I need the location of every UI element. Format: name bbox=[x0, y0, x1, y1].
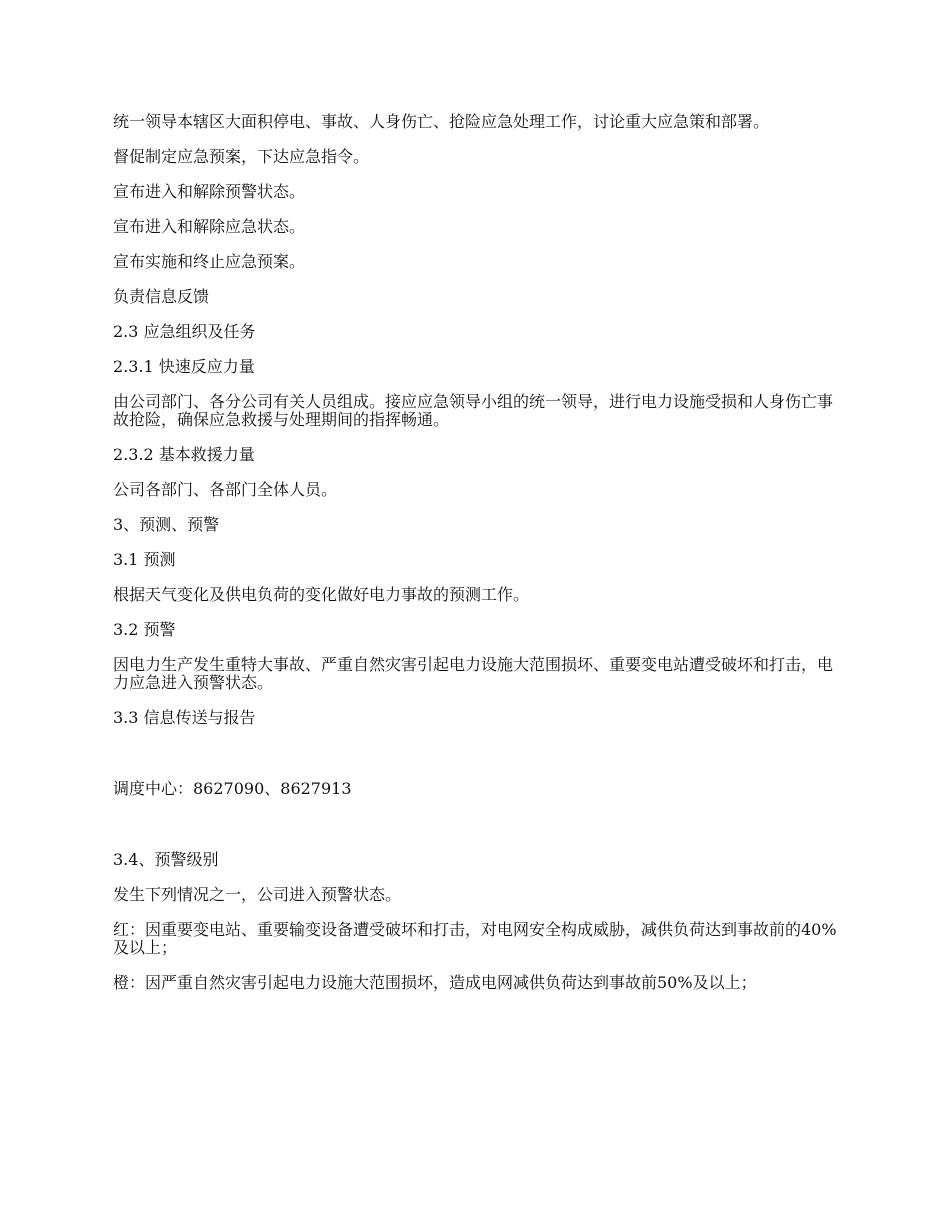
heading-2-3-2: 2.3.2 基本救援力量 bbox=[113, 445, 255, 464]
heading-3-4: 3.4、预警级别 bbox=[113, 850, 219, 869]
paragraph-emergency-plan: 督促制定应急预案，下达应急指令。 bbox=[113, 147, 370, 166]
paragraph-red-level: 红：因重要变电站、重要输变设备遭受破坏和打击，对电网安全构成威胁，减供负荷达到事故前的40%及以上； bbox=[113, 920, 837, 957]
heading-3-1: 3.1 预测 bbox=[113, 550, 176, 569]
document-body bbox=[113, 113, 839, 1009]
heading-3-3: 3.3 信息传送与报告 bbox=[113, 708, 256, 727]
paragraph-plan-execution: 宣布实施和终止应急预案。 bbox=[113, 252, 306, 271]
heading-2-3: 2.3 应急组织及任务 bbox=[113, 322, 256, 341]
paragraph-dispatch-center: 调度中心：8627090、8627913 bbox=[113, 779, 352, 798]
paragraph-emergency-state: 宣布进入和解除应急状态。 bbox=[113, 217, 306, 236]
paragraph-orange-level: 橙：因严重自然灾害引起电力设施大范围损坏，造成电网减供负荷达到事故前50%及以上； bbox=[113, 973, 757, 992]
paragraph-warning-state: 宣布进入和解除预警状态。 bbox=[113, 182, 306, 201]
paragraph-leadership-duty: 统一领导本辖区大面积停电、事故、人身伤亡、抢险应急处理工作，讨论重大应急策和部署。 bbox=[113, 112, 770, 131]
paragraph-warning-intro: 发生下列情况之一，公司进入预警状态。 bbox=[113, 885, 402, 904]
paragraph-forecast: 根据天气变化及供电负荷的变化做好电力事故的预测工作。 bbox=[113, 585, 530, 604]
heading-3: 3、预测、预警 bbox=[113, 515, 220, 534]
heading-2-3-1: 2.3.1 快速反应力量 bbox=[113, 357, 255, 376]
heading-3-2: 3.2 预警 bbox=[113, 620, 176, 639]
paragraph-basic-rescue: 公司各部门、各部门全体人员。 bbox=[113, 480, 338, 499]
paragraph-info-feedback: 负责信息反馈 bbox=[113, 287, 210, 306]
paragraph-rapid-response: 由公司部门、各分公司有关人员组成。接应应急领导小组的统一领导，进行电力设施受损和人身伤亡事故抢险，确保应急救援与处理期间的指挥畅通。 bbox=[113, 392, 834, 429]
paragraph-warning-conditions: 因电力生产发生重特大事故、严重自然灾害引起电力设施大范围损坏、重要变电站遭受破坏和打击，电力应急进入预警状态。 bbox=[113, 655, 834, 692]
